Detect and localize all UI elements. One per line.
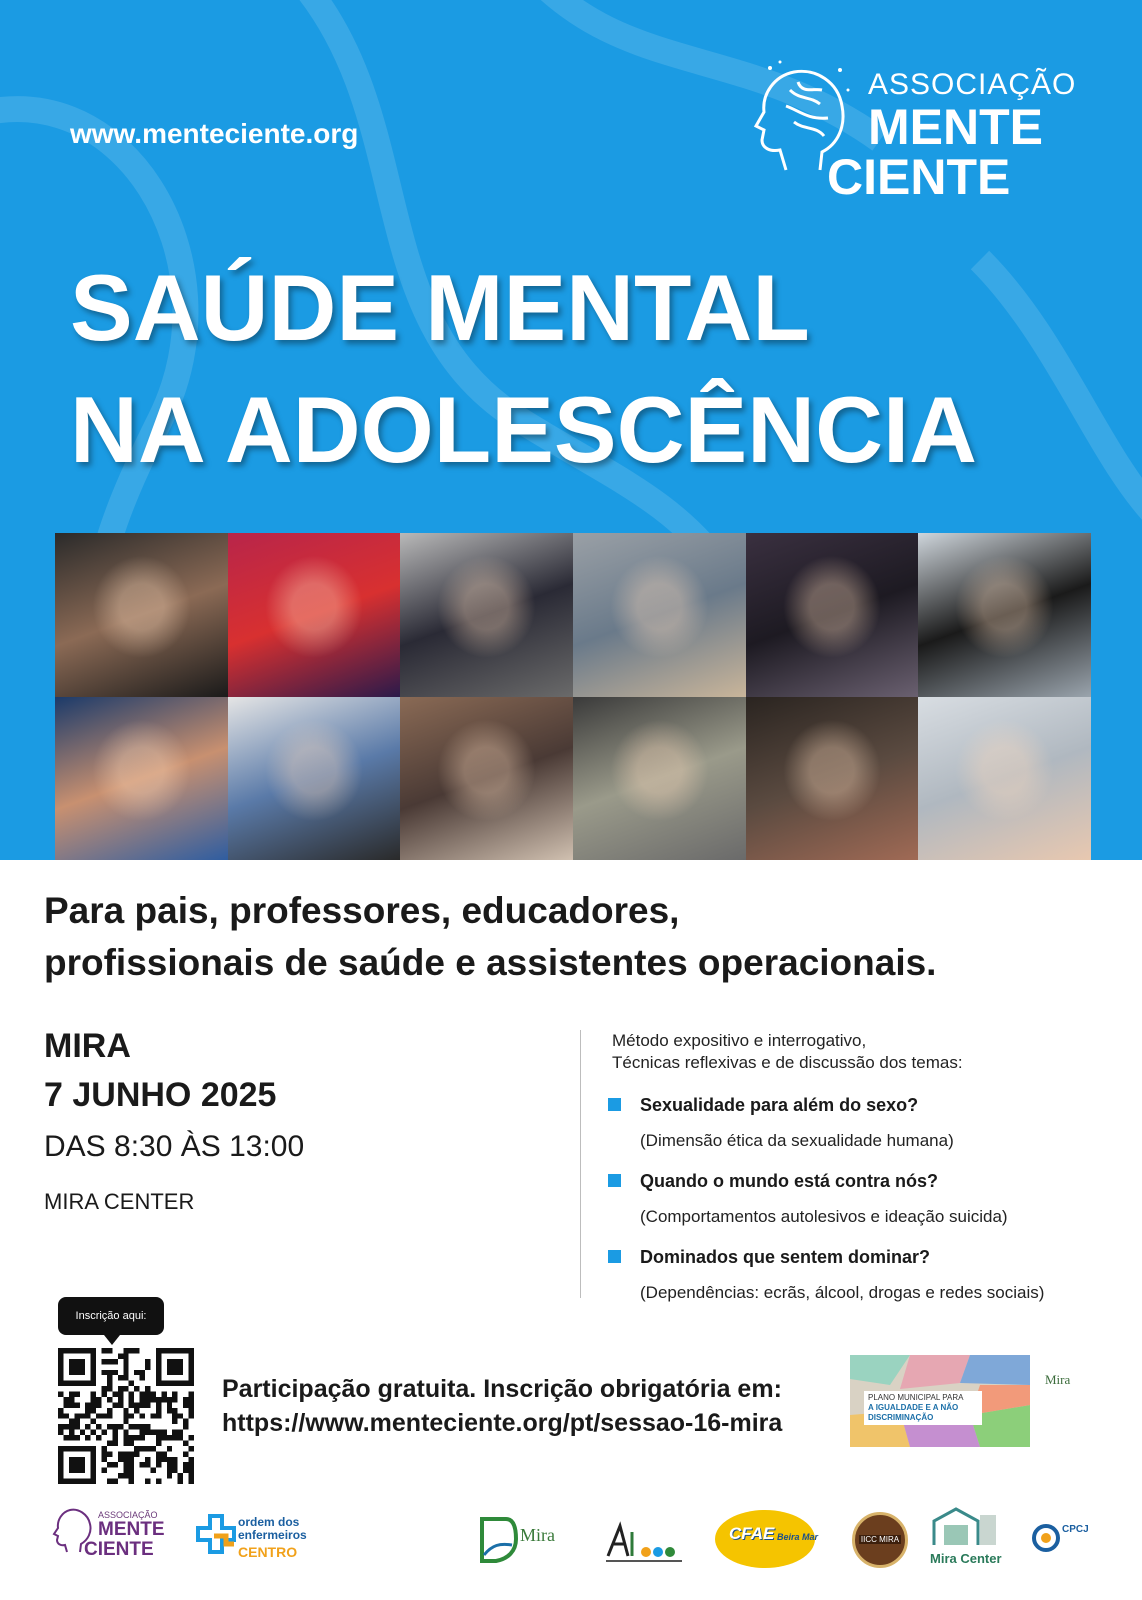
bullet-square-icon xyxy=(608,1250,621,1263)
registration-line-1: Participação gratuita. Inscrição obrigatória em: xyxy=(222,1375,782,1403)
plan-line-1: PLANO MUNICIPAL PARA xyxy=(868,1393,964,1402)
registration-qr-code[interactable] xyxy=(58,1348,194,1484)
topic-title: Sexualidade para além do sexo? xyxy=(640,1095,919,1115)
sponsor-ordem-line-2: enfermeiros xyxy=(238,1528,307,1542)
method-description xyxy=(612,1030,963,1074)
topic-title: Quando o mundo está contra nós? xyxy=(640,1171,939,1191)
bullet-square-icon xyxy=(608,1174,621,1187)
topic-item xyxy=(608,1092,1128,1154)
sponsor-ordem-centro: CENTRO xyxy=(238,1544,298,1560)
logo-line-ciente: CIENTE xyxy=(827,149,1011,205)
logo-line-mente: MENTE xyxy=(868,99,1043,155)
topic-subtitle: (Comportamentos autolesivos e ideação suicida) xyxy=(640,1207,1008,1226)
event-date: 7 JUNHO 2025 xyxy=(44,1076,277,1114)
sponsor-mira-logo xyxy=(478,1515,568,1567)
photo-boy-portrait xyxy=(55,533,228,697)
bullet-square-icon xyxy=(608,1098,621,1111)
sponsor-mira-text: Mira xyxy=(520,1525,555,1545)
audience-line-1: Para pais, professores, educadores, xyxy=(44,890,680,931)
sponsor-mente-line-b: MENTE xyxy=(98,1519,165,1540)
sponsor-cfae-name: CFAE xyxy=(729,1524,775,1543)
registration-text xyxy=(222,1372,782,1440)
photo-girl-phone-neon xyxy=(228,533,401,697)
event-info xyxy=(44,1025,304,1227)
photo-girl-bedroom xyxy=(918,533,1091,697)
plan-label xyxy=(864,1391,982,1425)
sponsor-iicc-text: IICC MIRA xyxy=(860,1535,900,1544)
sponsor-ordem-text xyxy=(238,1516,307,1542)
title-line-1: SAÚDE MENTAL xyxy=(70,255,810,360)
plan-mira-logo: Mira xyxy=(1045,1372,1071,1387)
equality-plan-banner xyxy=(850,1355,1030,1447)
sponsor-mente-line-c: CIENTE xyxy=(84,1539,154,1560)
logo-line-associacao: ASSOCIAÇÃO xyxy=(868,68,1077,101)
building-icon xyxy=(930,1505,1000,1549)
title-line-2: NA ADOLESCÊNCIA xyxy=(70,377,977,482)
sponsor-mente-line-a: ASSOCIAÇÃO xyxy=(98,1510,158,1520)
sponsor-agrupamento-logo xyxy=(602,1518,686,1566)
sponsor-ordem-enfermeiros-logo xyxy=(196,1512,316,1562)
topic-item xyxy=(608,1168,1128,1230)
photo-bullying-hallway xyxy=(573,533,746,697)
sponsor-cfae-sub: Beira Mar xyxy=(777,1532,819,1542)
website-url[interactable]: www.menteciente.org xyxy=(70,118,359,149)
sponsor-iicc-logo xyxy=(852,1512,908,1568)
topic-title: Dominados que sentem dominar? xyxy=(640,1247,931,1267)
sponsor-ordem-line-1: ordem dos xyxy=(238,1515,300,1529)
mira-shield-icon xyxy=(478,1515,518,1565)
topic-item xyxy=(608,1244,1128,1306)
sponsor-cpcj-logo xyxy=(1032,1520,1112,1566)
topic-list xyxy=(608,1092,1128,1320)
photo-girl-serious xyxy=(746,697,919,861)
topic-subtitle: (Dependências: ecrãs, álcool, drogas e redes sociais) xyxy=(640,1283,1045,1302)
photo-woman-broken-mirror xyxy=(918,697,1091,861)
photo-girl-shocked-phone xyxy=(400,697,573,861)
method-line-1: Método expositivo e interrogativo, xyxy=(612,1031,867,1050)
sponsor-cfae-logo xyxy=(715,1510,825,1570)
photo-gamer-headset xyxy=(746,533,919,697)
sponsor-mira-center-logo xyxy=(930,1505,1010,1571)
event-time: DAS 8:30 ÀS 13:00 xyxy=(44,1130,305,1163)
photo-teen-fur-coat xyxy=(228,697,401,861)
agrupamento-icon xyxy=(602,1518,686,1566)
mente-ciente-logo xyxy=(750,40,1090,210)
plan-line-2: A IGUALDADE E A NÃO DISCRIMINAÇÃO xyxy=(868,1403,959,1422)
photo-collage xyxy=(55,533,1091,860)
audience-line-2: profissionais de saúde e assistentes operacionais. xyxy=(44,942,937,983)
photo-boy-hood xyxy=(573,697,746,861)
photo-crouched-teen xyxy=(400,533,573,697)
photo-boy-glasses-screen xyxy=(55,697,228,861)
method-line-2: Técnicas reflexivas e de discussão dos temas: xyxy=(612,1053,963,1072)
event-venue: MIRA CENTER xyxy=(44,1189,195,1214)
sponsor-mente-ciente-logo xyxy=(52,1500,182,1560)
registration-bubble: Inscrição aqui: xyxy=(58,1297,164,1335)
topic-subtitle: (Dimensão ética da sexualidade humana) xyxy=(640,1131,954,1150)
audience-text xyxy=(44,885,936,989)
sponsor-cpcj-text: CPCJ xyxy=(1062,1524,1089,1535)
sponsor-mira-center-text: Mira Center xyxy=(930,1551,1002,1566)
event-city: MIRA xyxy=(44,1027,131,1065)
registration-url[interactable]: https://www.menteciente.org/pt/sessao-16-mira xyxy=(222,1409,783,1437)
column-divider xyxy=(580,1030,581,1298)
cross-icon xyxy=(196,1514,236,1558)
cpcj-icon xyxy=(1032,1524,1060,1552)
